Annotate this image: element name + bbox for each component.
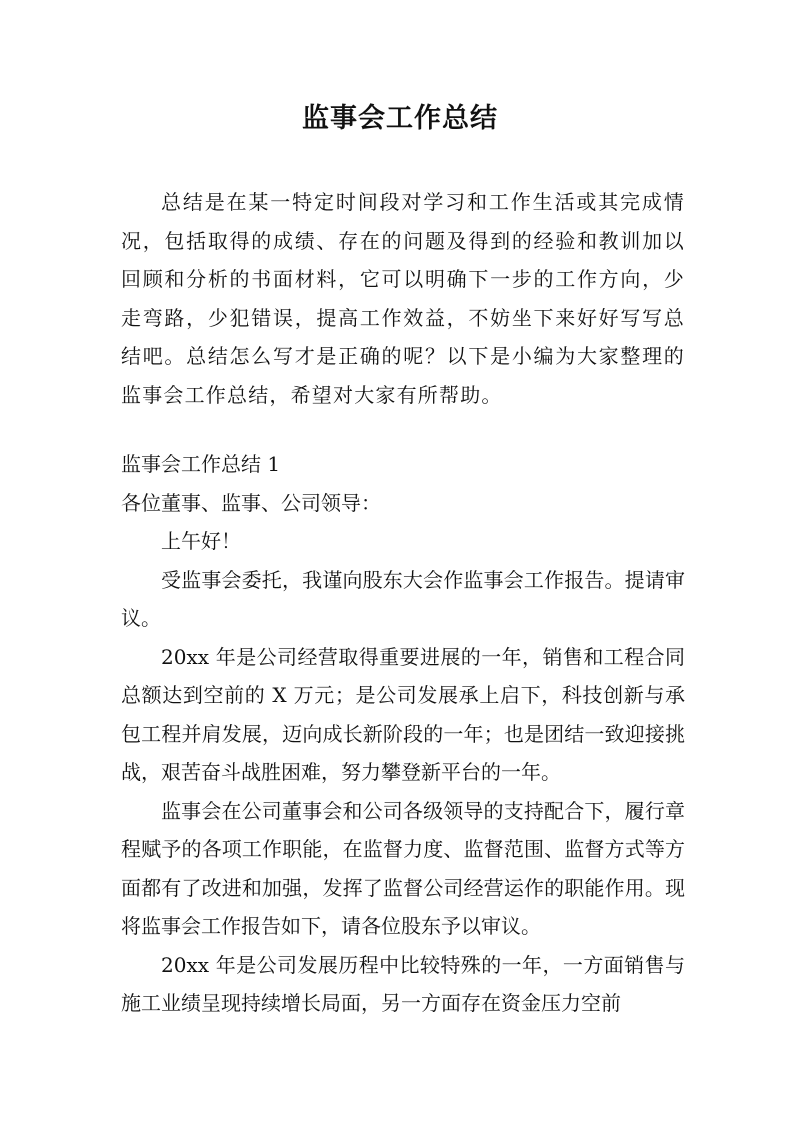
section-heading: 监事会工作总结 1 [121, 452, 281, 476]
intro-paragraph: 总结是在某一特定时间段对学习和工作生活或其完成情况，包括取得的成绩、存在的问题及得到的经验和教训加以回顾和分析的书面材料，它可以明确下一步的工作方向，少走弯路，少犯错误，提高工作效益，不妨坐下来好好写写总结吧。总结怎么写才是正确的呢？以下是小编为大家整理的监事会工作总结，希望对大家有所帮助。 [121, 190, 685, 407]
body-paragraph: 受监事会委托，我谨向股东大会作监事会工作报告。提请审议。 [121, 567, 685, 630]
body-paragraph: 20xx 年是公司发展历程中比较特殊的一年，一方面销售与施工业绩呈现持续增长局面，另一方面存在资金压力空前 [121, 952, 685, 1015]
body-paragraph: 20xx 年是公司经营取得重要进展的一年，销售和工程合同总额达到空前的 X 万元；是公司发展承上启下，科技创新与承包工程并肩发展，迈向成长新阶段的一年；也是团结一致迎接挑战，艰苦奋斗战胜困难，努力攀登新平台的一年。 [121, 644, 685, 784]
document-title: 监事会工作总结 [302, 103, 498, 134]
greeting: 上午好！ [161, 529, 241, 553]
salutation: 各位董事、监事、公司领导： [121, 490, 381, 515]
body-paragraph: 监事会在公司董事会和公司各级领导的支持配合下，履行章程赋予的各项工作职能，在监督力度、监督范围、监督方式等方面都有了改进和加强，发挥了监督公司经营运作的职能作用。现将监事会工作报告如下，请各位股东予以审议。 [121, 798, 685, 938]
section-1 [121, 445, 685, 1023]
